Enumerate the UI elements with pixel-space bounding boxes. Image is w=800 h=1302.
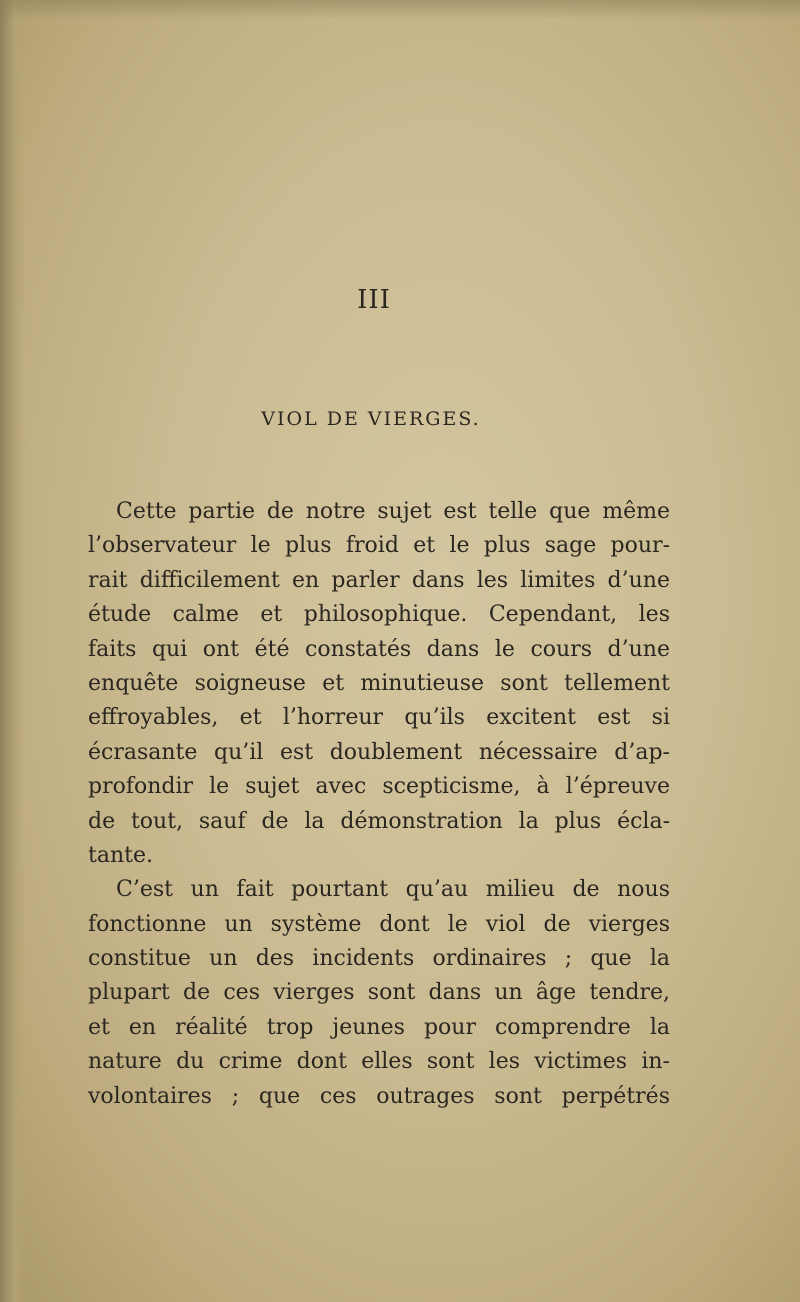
text-line: étude calme et philosophique. Cependant, les: [88, 602, 670, 628]
text-line: rait difficilement en parler dans les limites d’une: [88, 567, 670, 593]
text-line: profondir le sujet avec scepticisme, à l’épreuve: [88, 774, 670, 800]
text-line: faits qui ont été constatés dans le cours d’une: [88, 636, 670, 662]
text-line: C’est un fait pourtant qu’au milieu de nous: [116, 877, 670, 903]
text-line: enquête soigneuse et minutieuse sont tellement: [88, 670, 670, 696]
page-edge-shadow: [0, 0, 26, 1302]
text-line: l’observateur le plus froid et le plus sage pour-: [88, 533, 670, 559]
body-text: [88, 495, 670, 1114]
text-line: tante.: [88, 842, 153, 868]
text-line: plupart de ces vierges sont dans un âge tendre,: [88, 980, 670, 1006]
text-line: nature du crime dont elles sont les victimes in-: [88, 1049, 670, 1075]
paragraph-2: [88, 873, 670, 1114]
text-line: écrasante qu’il est doublement nécessaire d’ap-: [88, 739, 670, 765]
chapter-number: III: [357, 285, 391, 315]
page-top-shadow: [0, 0, 800, 20]
text-line: volontaires ; que ces outrages sont perpétrés: [88, 1083, 670, 1109]
text-line: Cette partie de notre sujet est telle que même: [116, 499, 670, 524]
paragraph-1: [88, 495, 670, 873]
chapter-title: VIOL DE VIERGES.: [261, 408, 481, 430]
text-line: constitue un des incidents ordinaires ; que la: [88, 946, 670, 972]
text-line: de tout, sauf de la démonstration la plus écla-: [88, 808, 670, 834]
text-line: fonctionne un système dont le viol de vierges: [88, 911, 670, 937]
text-line: effroyables, et l’horreur qu’ils excitent est si: [88, 705, 670, 731]
text-line: et en réalité trop jeunes pour comprendre la: [88, 1014, 670, 1040]
